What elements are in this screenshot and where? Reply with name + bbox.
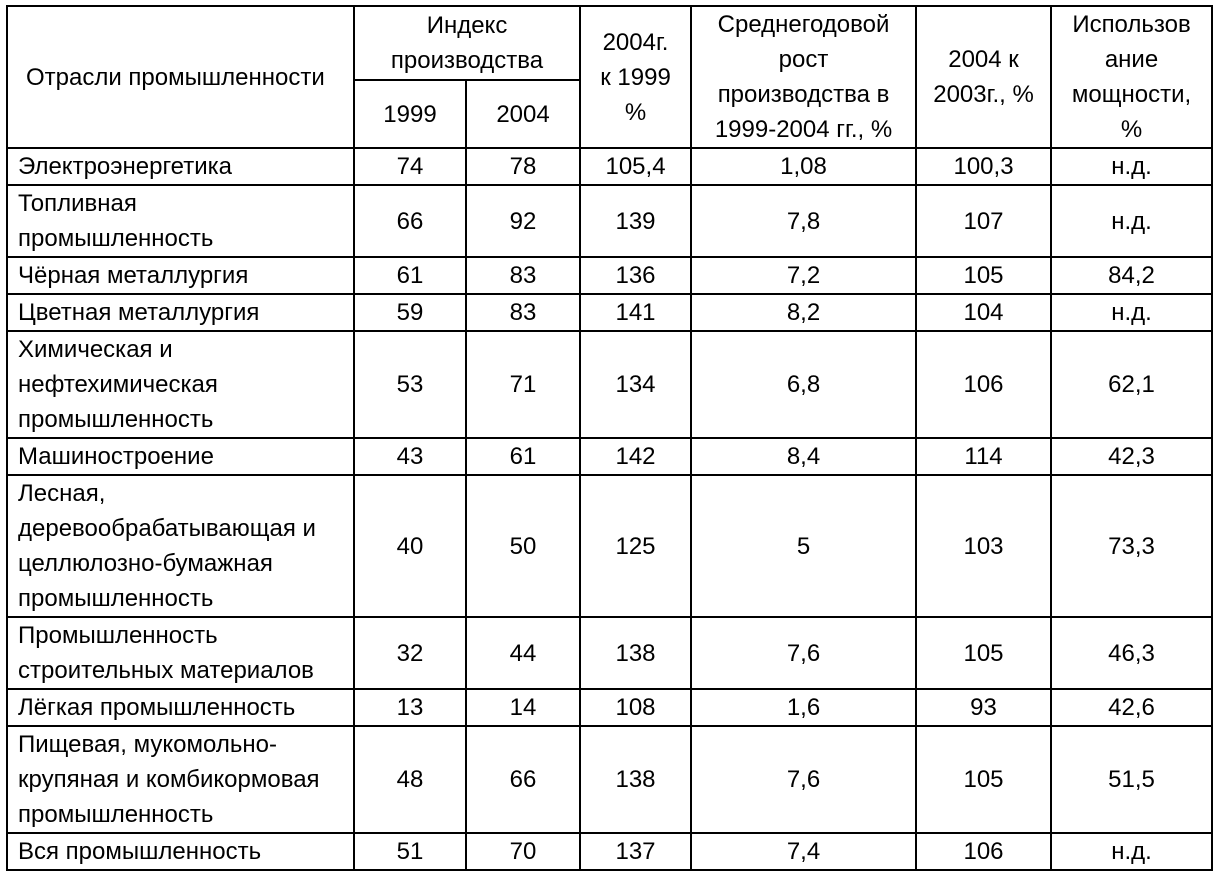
industry-name-line: целлюлозно-бумажная — [18, 550, 273, 577]
industry-name-line: Промышленность — [18, 622, 218, 649]
header-avg-growth — [691, 6, 916, 148]
cell-2004-vs-2003: 100,3 — [916, 148, 1051, 185]
cell-capacity-usage: н.д. — [1051, 833, 1212, 870]
table-row — [7, 475, 1212, 617]
cell-2004-vs-2003: 106 — [916, 331, 1051, 438]
header-ratio-line2: к 1999 — [600, 63, 671, 91]
cell-index-2004: 83 — [466, 294, 580, 331]
cell-industry-name — [7, 331, 354, 438]
cell-avg-growth: 6,8 — [691, 331, 916, 438]
industry-name-line: промышленность — [18, 801, 214, 828]
table-row — [7, 689, 1212, 726]
header-ratio-line3: % — [624, 98, 647, 126]
cell-2004-vs-2003: 104 — [916, 294, 1051, 331]
table-row — [7, 726, 1212, 833]
cell-avg-growth: 8,2 — [691, 294, 916, 331]
cell-capacity-usage: 42,3 — [1051, 438, 1212, 475]
table-header — [7, 6, 1212, 148]
cell-index-1999: 40 — [354, 475, 466, 617]
header-growth-line3: производства в — [717, 81, 890, 108]
cell-index-2004: 44 — [466, 617, 580, 689]
industry-production-table — [6, 5, 1213, 871]
cell-2004-vs-2003: 105 — [916, 257, 1051, 294]
header-vs2003-line1: 2004 к — [948, 46, 1019, 73]
cell-avg-growth: 7,6 — [691, 726, 916, 833]
cell-avg-growth: 5 — [691, 475, 916, 617]
cell-2004-vs-2003: 107 — [916, 185, 1051, 257]
header-year-2004: 2004 — [466, 80, 580, 148]
table-row — [7, 438, 1212, 475]
cell-ratio-2004-1999: 125 — [580, 475, 691, 617]
header-ratio-2004-1999 — [580, 6, 691, 148]
cell-index-2004: 66 — [466, 726, 580, 833]
table-row — [7, 257, 1212, 294]
industry-name-line: промышленность — [18, 585, 214, 612]
table-row — [7, 185, 1212, 257]
industry-name-line: строительных материалов — [18, 657, 314, 684]
cell-2004-vs-2003: 105 — [916, 617, 1051, 689]
cell-capacity-usage: 46,3 — [1051, 617, 1212, 689]
cell-index-1999: 59 — [354, 294, 466, 331]
header-production-index — [354, 6, 580, 80]
industry-name-line: Химическая и — [18, 336, 173, 363]
cell-industry-name — [7, 833, 354, 870]
table-body — [7, 148, 1212, 870]
header-year-1999: 1999 — [354, 80, 466, 148]
cell-avg-growth: 1,6 — [691, 689, 916, 726]
table-row — [7, 617, 1212, 689]
cell-2004-vs-2003: 106 — [916, 833, 1051, 870]
cell-2004-vs-2003: 103 — [916, 475, 1051, 617]
cell-index-1999: 13 — [354, 689, 466, 726]
cell-index-1999: 74 — [354, 148, 466, 185]
industry-name-line: деревообрабатывающая и — [18, 515, 316, 542]
industry-name-line: Лесная, — [18, 480, 106, 507]
header-capacity-usage — [1051, 6, 1212, 148]
cell-index-1999: 61 — [354, 257, 466, 294]
cell-ratio-2004-1999: 137 — [580, 833, 691, 870]
cell-industry-name — [7, 438, 354, 475]
industry-name-line: Чёрная металлургия — [18, 262, 249, 289]
cell-ratio-2004-1999: 138 — [580, 726, 691, 833]
header-vs2003-line2: 2003г., % — [933, 81, 1034, 108]
cell-index-2004: 71 — [466, 331, 580, 438]
cell-avg-growth: 7,2 — [691, 257, 916, 294]
cell-industry-name — [7, 689, 354, 726]
cell-index-1999: 53 — [354, 331, 466, 438]
header-usage-line4: % — [1120, 116, 1143, 143]
cell-index-2004: 14 — [466, 689, 580, 726]
table-row — [7, 833, 1212, 870]
cell-index-2004: 92 — [466, 185, 580, 257]
cell-ratio-2004-1999: 139 — [580, 185, 691, 257]
cell-2004-vs-2003: 105 — [916, 726, 1051, 833]
header-usage-line3: мощности, — [1071, 81, 1192, 108]
cell-2004-vs-2003: 114 — [916, 438, 1051, 475]
cell-index-2004: 61 — [466, 438, 580, 475]
cell-index-1999: 43 — [354, 438, 466, 475]
cell-ratio-2004-1999: 108 — [580, 689, 691, 726]
cell-capacity-usage: 62,1 — [1051, 331, 1212, 438]
industry-name-line: Вся промышленность — [18, 838, 262, 865]
industry-name-line: Пищевая, мукомольно- — [18, 731, 277, 758]
industry-name-line: Электроэнергетика — [18, 153, 233, 180]
industry-name-line: промышленность — [18, 225, 214, 252]
cell-avg-growth: 1,08 — [691, 148, 916, 185]
header-growth-line4: 1999-2004 гг., % — [714, 116, 893, 143]
cell-capacity-usage: н.д. — [1051, 148, 1212, 185]
industry-name-line: Машиностроение — [18, 443, 214, 470]
cell-index-2004: 78 — [466, 148, 580, 185]
industry-name-line: нефтехимическая — [18, 371, 218, 398]
cell-capacity-usage: 73,3 — [1051, 475, 1212, 617]
cell-industry-name — [7, 185, 354, 257]
cell-capacity-usage: н.д. — [1051, 294, 1212, 331]
header-usage-line1: Использов — [1072, 11, 1191, 38]
cell-ratio-2004-1999: 138 — [580, 617, 691, 689]
cell-industry-name — [7, 726, 354, 833]
cell-avg-growth: 7,6 — [691, 617, 916, 689]
table-row — [7, 148, 1212, 185]
cell-industry-name — [7, 148, 354, 185]
industry-name-line: крупяная и комбикормовая — [18, 766, 320, 793]
cell-capacity-usage: н.д. — [1051, 185, 1212, 257]
header-industry: Отрасли промышленности — [7, 6, 354, 148]
industry-name-line: Топливная — [18, 190, 137, 217]
cell-index-1999: 66 — [354, 185, 466, 257]
cell-index-1999: 48 — [354, 726, 466, 833]
cell-industry-name — [7, 294, 354, 331]
cell-capacity-usage: 84,2 — [1051, 257, 1212, 294]
header-usage-line2: ание — [1104, 46, 1159, 73]
cell-ratio-2004-1999: 136 — [580, 257, 691, 294]
header-production-index-line1: Индекс — [426, 12, 508, 40]
cell-index-2004: 50 — [466, 475, 580, 617]
cell-index-2004: 83 — [466, 257, 580, 294]
header-growth-line2: рост — [778, 46, 829, 73]
industry-name-line: Цветная металлургия — [18, 299, 260, 326]
header-growth-line1: Среднегодовой — [717, 11, 890, 38]
industry-name-line: промышленность — [18, 406, 214, 433]
cell-avg-growth: 7,4 — [691, 833, 916, 870]
table-row — [7, 331, 1212, 438]
cell-index-2004: 70 — [466, 833, 580, 870]
cell-index-1999: 51 — [354, 833, 466, 870]
cell-ratio-2004-1999: 141 — [580, 294, 691, 331]
cell-2004-vs-2003: 93 — [916, 689, 1051, 726]
cell-ratio-2004-1999: 105,4 — [580, 148, 691, 185]
cell-index-1999: 32 — [354, 617, 466, 689]
header-production-index-line2: производства — [390, 47, 544, 75]
cell-ratio-2004-1999: 134 — [580, 331, 691, 438]
cell-industry-name — [7, 475, 354, 617]
header-2004-vs-2003 — [916, 6, 1051, 148]
cell-industry-name — [7, 257, 354, 294]
header-ratio-line1: 2004г. — [602, 28, 669, 56]
cell-avg-growth: 8,4 — [691, 438, 916, 475]
table-row — [7, 294, 1212, 331]
cell-ratio-2004-1999: 142 — [580, 438, 691, 475]
cell-industry-name — [7, 617, 354, 689]
industry-name-line: Лёгкая промышленность — [18, 694, 296, 721]
cell-capacity-usage: 42,6 — [1051, 689, 1212, 726]
cell-avg-growth: 7,8 — [691, 185, 916, 257]
cell-capacity-usage: 51,5 — [1051, 726, 1212, 833]
